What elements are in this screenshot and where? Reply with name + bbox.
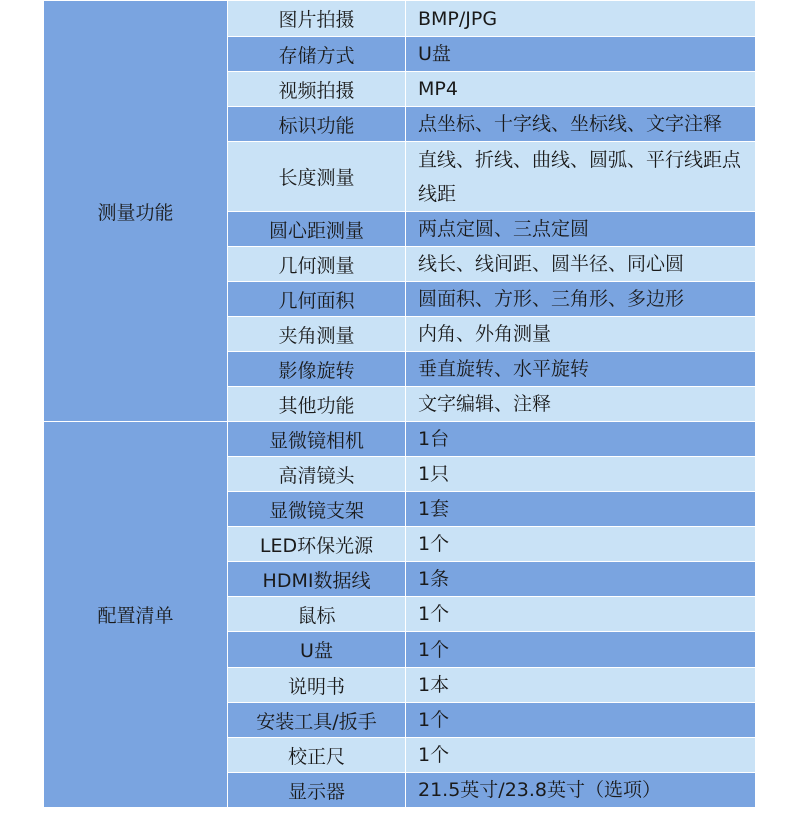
feature-cell: 鼠标 xyxy=(228,597,406,632)
value-cell: 1套 xyxy=(406,492,756,527)
value-cell: 直线、折线、曲线、圆弧、平行线距点线距 xyxy=(406,142,756,212)
feature-cell: 显微镜相机 xyxy=(228,422,406,457)
value-cell: 1个 xyxy=(406,597,756,632)
value-cell: 1个 xyxy=(406,738,756,773)
feature-cell: HDMI数据线 xyxy=(228,562,406,597)
value-cell: 文字编辑、注释 xyxy=(406,387,756,422)
feature-cell: 几何面积 xyxy=(228,282,406,317)
feature-cell: 说明书 xyxy=(228,668,406,703)
feature-cell: LED环保光源 xyxy=(228,527,406,562)
value-cell: 1台 xyxy=(406,422,756,457)
table-row xyxy=(44,1,756,37)
value-cell: 1个 xyxy=(406,527,756,562)
value-cell: U盘 xyxy=(406,37,756,72)
feature-cell: 其他功能 xyxy=(228,387,406,422)
value-cell: 圆面积、方形、三角形、多边形 xyxy=(406,282,756,317)
feature-cell: 夹角测量 xyxy=(228,317,406,352)
feature-cell: 长度测量 xyxy=(228,142,406,212)
feature-cell: 显微镜支架 xyxy=(228,492,406,527)
feature-cell: 显示器 xyxy=(228,773,406,808)
feature-cell: 视频拍摄 xyxy=(228,72,406,107)
group-label-configuration: 配置清单 xyxy=(44,422,228,808)
feature-cell: 几何测量 xyxy=(228,247,406,282)
feature-cell: 校正尺 xyxy=(228,738,406,773)
value-cell: 两点定圆、三点定圆 xyxy=(406,212,756,247)
feature-cell: 圆心距测量 xyxy=(228,212,406,247)
group-label-measurement: 测量功能 xyxy=(44,1,228,422)
value-cell: MP4 xyxy=(406,72,756,107)
value-cell: 1个 xyxy=(406,632,756,668)
value-cell: 垂直旋转、水平旋转 xyxy=(406,352,756,387)
feature-cell: 安装工具/扳手 xyxy=(228,703,406,738)
feature-cell: 图片拍摄 xyxy=(228,1,406,37)
feature-cell: 高清镜头 xyxy=(228,457,406,492)
value-cell: 21.5英寸/23.8英寸（选项） xyxy=(406,773,756,808)
feature-cell: U盘 xyxy=(228,632,406,668)
feature-cell: 影像旋转 xyxy=(228,352,406,387)
value-cell: 1个 xyxy=(406,703,756,738)
value-cell: 点坐标、十字线、坐标线、文字注释 xyxy=(406,107,756,142)
feature-cell: 存储方式 xyxy=(228,37,406,72)
feature-cell: 标识功能 xyxy=(228,107,406,142)
value-cell: 1本 xyxy=(406,668,756,703)
spec-table xyxy=(43,0,756,808)
value-cell: BMP/JPG xyxy=(406,1,756,37)
table-row xyxy=(44,422,756,457)
value-cell: 1只 xyxy=(406,457,756,492)
value-cell: 线长、线间距、圆半径、同心圆 xyxy=(406,247,756,282)
value-cell: 1条 xyxy=(406,562,756,597)
value-cell: 内角、外角测量 xyxy=(406,317,756,352)
